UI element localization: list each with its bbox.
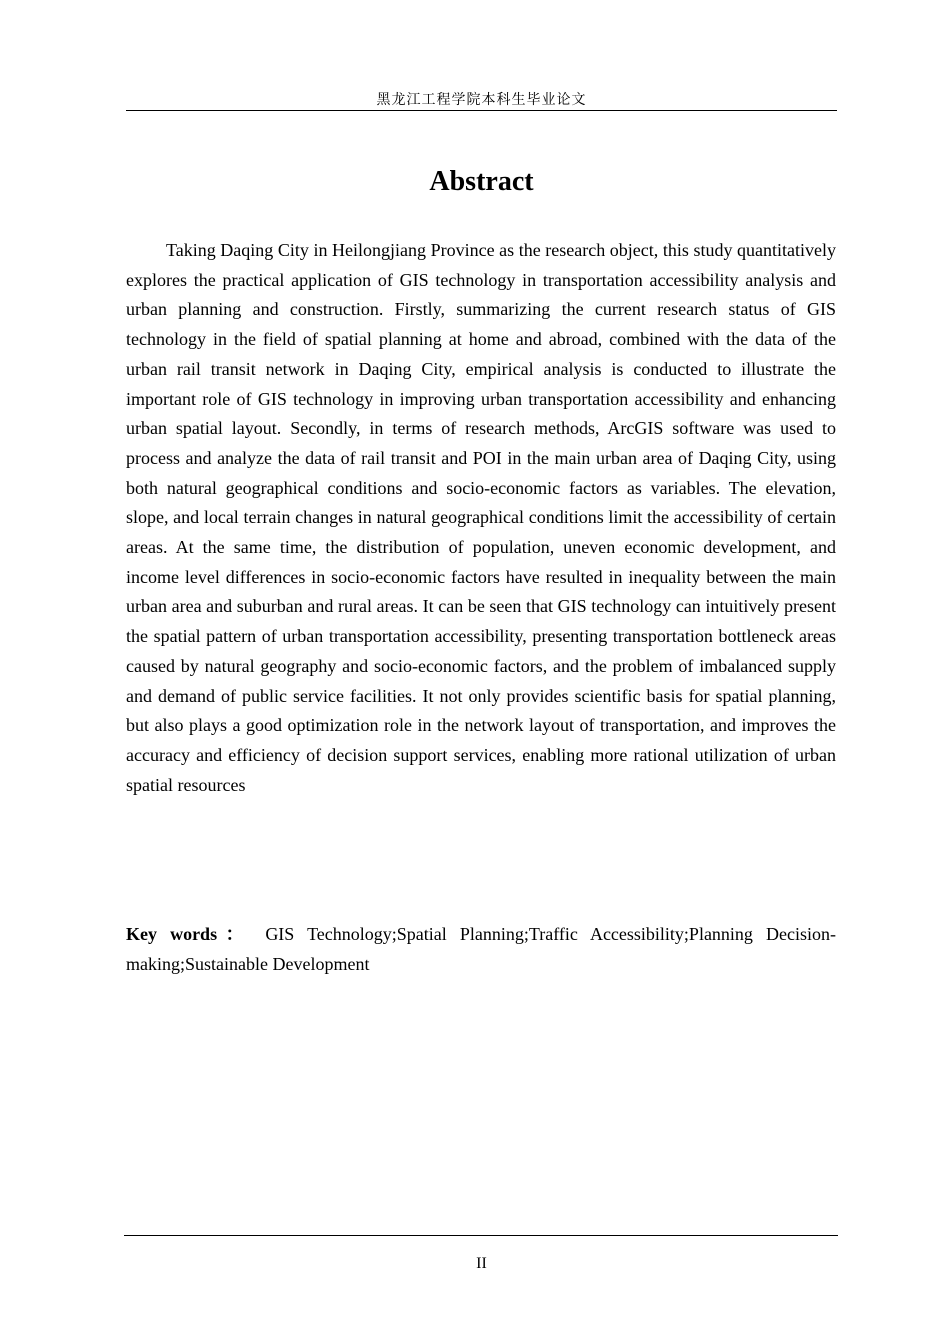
keywords-label: Key words： <box>126 924 253 944</box>
running-header: 黑龙江工程学院本科生毕业论文 <box>376 92 587 108</box>
abstract-title: Abstract <box>429 166 534 197</box>
footer-rule <box>124 1235 838 1236</box>
keywords-text: GIS Technology;Spatial Planning;Traffic Accessibility;Planning Decision-making;Sustainable Development <box>126 924 836 974</box>
abstract-body: Taking Daqing City in Heilongjiang Province as the research object, this study quantitatively explores the practical application of GIS technology in transportation accessibility analysis and urban planning and construction. Firstly, summarizing the current research status of GIS technology in the field of spatial planning at home and abroad, combined with the data of the urban rail transit network in Daqing City, empirical analysis is conducted to illustrate the important role of GIS technology in improving urban transportation accessibility and enhancing urban spatial layout. Secondly, in terms of research methods, ArcGIS software was used to process and analyze the data of rail transit and POI in the main urban area of Daqing City, using both natural geographical conditions and socio-economic factors as variables. The elevation, slope, and local terrain changes in natural geographical conditions limit the accessibility of certain areas. At the same time, the distribution of population, uneven economic development, and income level differences in socio-economic factors have resulted in inequality between the main urban area and suburban and rural areas. It can be seen that GIS technology can intuitively present the spatial pattern of urban transportation accessibility, presenting transportation bottleneck areas caused by natural geography and socio-economic factors, and the problem of imbalanced supply and demand of public service facilities. It not only provides scientific basis for spatial planning, but also plays a good optimization role in the network layout of transportation, and improves the accuracy and efficiency of decision support services, enabling more rational utilization of urban spatial resources <box>126 240 836 795</box>
header-rule <box>126 110 837 111</box>
keywords-paragraph <box>126 920 836 979</box>
page-number: II <box>476 1255 487 1272</box>
